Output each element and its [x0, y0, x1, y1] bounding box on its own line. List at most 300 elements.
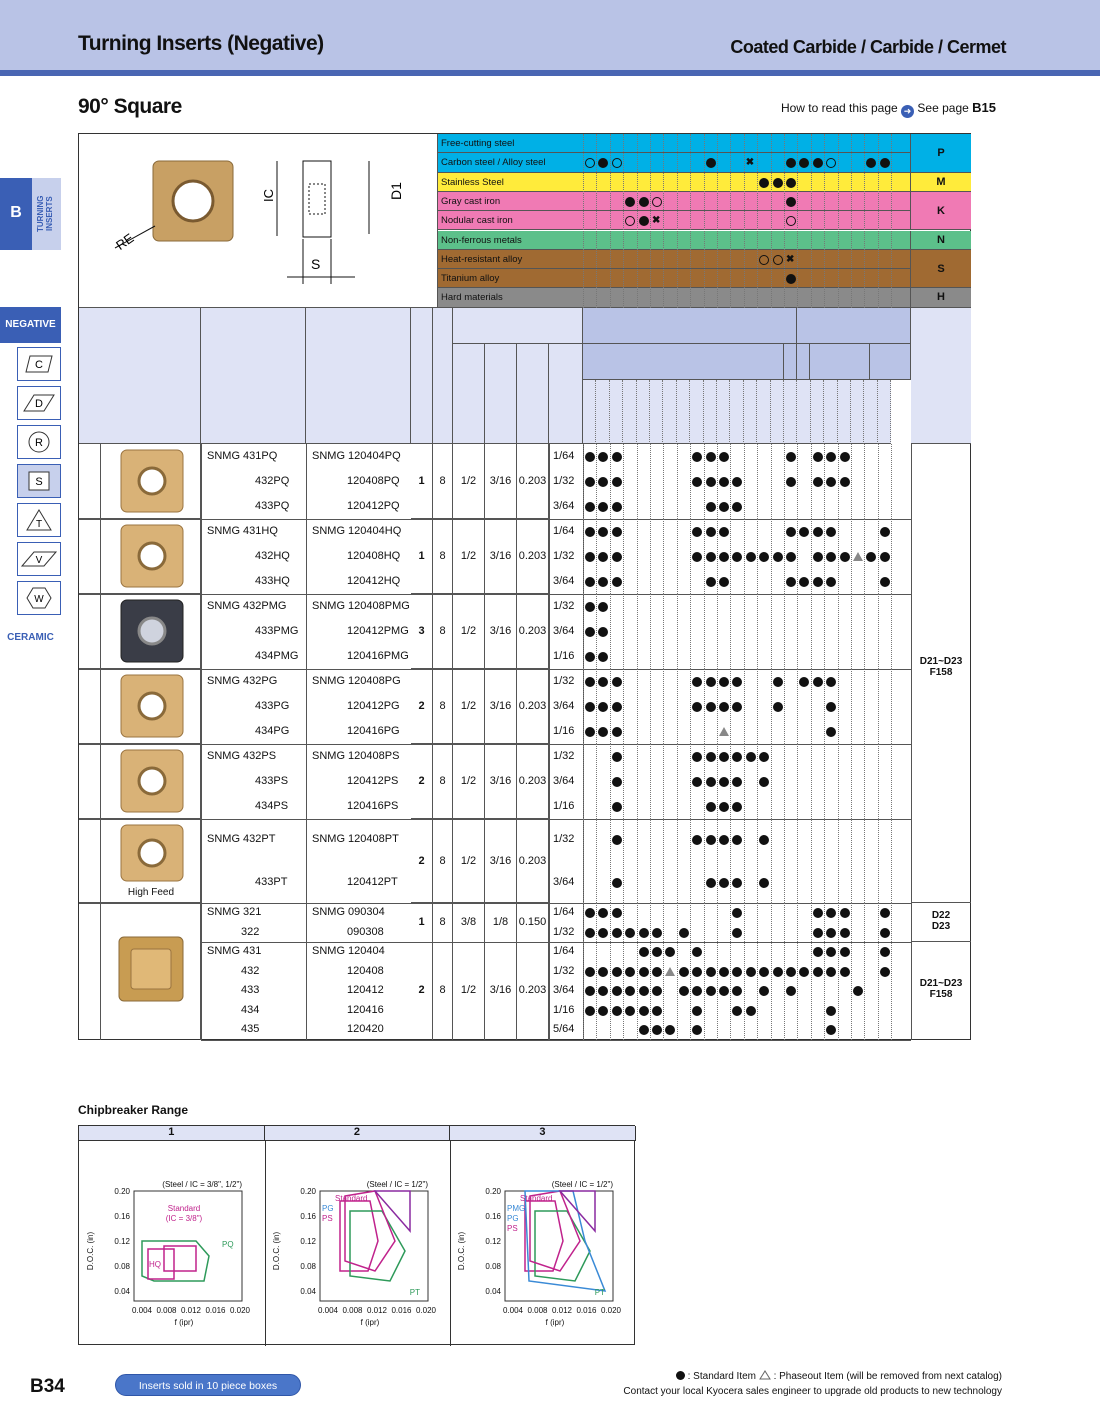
y-axis-label: D.O.C. (in) [457, 1231, 467, 1271]
grid-line [690, 444, 691, 519]
grid-line [811, 669, 812, 744]
x-tick: 0.004 [503, 1306, 524, 1315]
x-tick: 0.004 [317, 1306, 338, 1315]
material-row-6: Heat-resistant alloy [438, 250, 910, 269]
grid-line [650, 444, 651, 519]
svg-text:C: C [35, 359, 43, 371]
grid-line [757, 134, 758, 308]
col-line [201, 819, 202, 903]
grid-line [717, 669, 718, 744]
grid-line [596, 519, 597, 594]
grid-line [891, 819, 892, 903]
standard-dot-icon [826, 527, 836, 537]
section-title: 90° Square [78, 95, 182, 118]
x-tick: 0.020 [601, 1306, 622, 1315]
grid-line [717, 519, 718, 594]
cvd-header [583, 344, 784, 380]
standard-dot-icon [840, 477, 850, 487]
cell-ic: 1/2 [453, 744, 485, 819]
standard-dot-icon [786, 967, 796, 977]
standard-dot-icon [585, 702, 595, 712]
chipbreaker-charts [78, 1125, 635, 1345]
grade-ca4505 [663, 380, 676, 444]
re-value: 1/64 [553, 525, 575, 537]
standard-dot-icon [732, 878, 742, 888]
standard-dot-icon [880, 577, 890, 587]
insert-image [101, 594, 201, 669]
label-standard: Standard [334, 1194, 368, 1203]
standard-dot-icon [732, 802, 742, 812]
part-number-ansi-header [201, 308, 306, 444]
standard-dot-icon [813, 947, 823, 957]
contact-note: Contact your local Kyocera sales engineer to upgrade old products to new technology [623, 1386, 1002, 1397]
shape-tab-c[interactable] [17, 347, 61, 381]
ansi-part-number: 433HQ [255, 575, 290, 587]
standard-dot-icon [679, 986, 689, 996]
toolholder-header [911, 308, 971, 444]
open-circle-icon [652, 197, 662, 207]
grid-line [771, 444, 772, 519]
standard-dot-icon [732, 477, 742, 487]
cell-cb: 3 [411, 594, 433, 669]
cell-cb: 2 [411, 744, 433, 819]
standard-dot-icon [759, 552, 769, 562]
grid-line [596, 444, 597, 519]
standard-dot-icon [719, 878, 729, 888]
insert-photo [101, 444, 201, 519]
grid-line [864, 819, 865, 903]
chipbreaker-panel-1: 1 [79, 1126, 265, 1141]
cell-s: 3/16 [485, 669, 517, 744]
iso-part-number: 120408 [347, 964, 384, 977]
section-tab-b[interactable]: B [0, 178, 32, 250]
grid-line [878, 744, 879, 819]
y-axis-label: D.O.C. (in) [271, 1231, 281, 1271]
grid-line [730, 819, 731, 903]
grid-line [677, 669, 678, 744]
standard-dot-icon [706, 878, 716, 888]
grid-line [811, 134, 812, 308]
grid-line [596, 134, 597, 308]
dim-re-header [549, 344, 583, 444]
standard-dot-icon [826, 702, 836, 712]
standard-dot-icon [706, 752, 716, 762]
standard-dot-icon [719, 552, 729, 562]
grid-line [730, 134, 731, 308]
grid-line [583, 594, 584, 669]
cermet-header [797, 308, 911, 344]
iso-part-number: 120416PG [347, 725, 400, 737]
standard-dot-icon [826, 928, 836, 938]
re-value: 1/16 [553, 1003, 575, 1016]
y-tick: 0.20 [114, 1187, 130, 1196]
re-value: 5/64 [553, 1023, 575, 1035]
grid-line [891, 744, 892, 819]
howto-page: B15 [972, 100, 996, 115]
phaseout-triangle-icon [665, 967, 675, 976]
ansi-part-number: 432HQ [255, 550, 290, 562]
iso-part-number: 120412HQ [347, 575, 401, 587]
ansi-part-number: 433PQ [255, 500, 290, 512]
standard-dot-icon [840, 967, 850, 977]
insert-table [78, 133, 971, 1040]
y-tick: 0.08 [114, 1262, 130, 1271]
insert-photo [101, 903, 201, 1040]
standard-dot-icon [585, 967, 595, 977]
grid-line [663, 134, 664, 308]
grade-ca310 [623, 380, 636, 444]
grid-line [824, 519, 825, 594]
re-value: 1/32 [553, 964, 575, 977]
standard-dot-icon [719, 752, 729, 762]
grid-line [838, 669, 839, 744]
header-right-title: Coated Carbide / Carbide / Cermet [730, 37, 1006, 57]
standard-dot-icon [786, 527, 796, 537]
label-pg: PG [321, 1204, 334, 1213]
standard-dot-icon [732, 986, 742, 996]
standard-dot-icon [639, 197, 649, 207]
standard-dot-icon [598, 652, 608, 662]
dimensions-header [453, 308, 583, 344]
re-value: 3/64 [553, 625, 575, 637]
col-line [306, 669, 307, 744]
cell-s: 3/16 [485, 744, 517, 819]
grid-line [637, 594, 638, 669]
insert-image [101, 903, 201, 1040]
standard-dot-icon [612, 928, 622, 938]
grid-line [851, 744, 852, 819]
insert-photo [101, 744, 201, 819]
grid-line [878, 669, 879, 744]
iso-part-number: SNMG 120404 [312, 945, 385, 957]
standard-dot-icon [732, 677, 742, 687]
iso-part-number: SNMG 120408PMG [312, 600, 410, 612]
standard-dot-icon [665, 1025, 675, 1035]
cell-d1: 0.203 [517, 819, 549, 903]
standard-dot-icon [692, 677, 702, 687]
grid-line [864, 444, 865, 519]
cell-edges: 8 [433, 903, 453, 942]
standard-dot-icon [826, 908, 836, 918]
grade-ca6525 [757, 380, 770, 444]
y-tick: 0.12 [300, 1237, 316, 1246]
standard-dot-icon [880, 527, 890, 537]
grid-line [784, 134, 785, 308]
standard-dot-icon [612, 1006, 622, 1016]
re-value: 3/64 [553, 775, 575, 787]
standard-dot-icon [719, 702, 729, 712]
grid-line [677, 594, 678, 669]
ansi-part-number: SNMG 432PT [207, 833, 276, 845]
iso-part-number: 090308 [347, 925, 384, 938]
standard-dot-icon [880, 552, 890, 562]
how-to-read-link[interactable] [781, 100, 996, 118]
grid-line [610, 134, 611, 308]
re-value: 1/32 [553, 550, 575, 562]
standard-dot-icon [773, 702, 783, 712]
standard-dot-icon [612, 908, 622, 918]
standard-dot-icon [706, 477, 716, 487]
grid-line [690, 669, 691, 744]
iso-part-number: 120416PMG [347, 650, 409, 662]
shape-tab-w[interactable] [17, 581, 61, 615]
grid-line [663, 444, 664, 519]
grid-line [637, 903, 638, 1040]
panel-note: (Steel / IC = 1/2") [551, 1180, 614, 1189]
standard-dot-icon [585, 602, 595, 612]
standard-dot-icon [759, 986, 769, 996]
material-code-p: P [910, 134, 971, 173]
cross-icon: ✖ [652, 215, 661, 227]
standard-dot-icon [786, 577, 796, 587]
grid-line [838, 819, 839, 903]
standard-dot-icon [732, 502, 742, 512]
cell-s: 3/16 [485, 594, 517, 669]
standard-dot-icon [880, 947, 890, 957]
grid-line [824, 903, 825, 1040]
grade-ca125p [596, 380, 609, 444]
standard-dot-icon [719, 502, 729, 512]
standard-dot-icon [585, 727, 595, 737]
grid-line [797, 819, 798, 903]
re-value: 1/64 [553, 906, 575, 918]
standard-dot-icon [719, 477, 729, 487]
re-value: 1/32 [553, 475, 575, 487]
ansi-part-number: 433PG [255, 700, 290, 712]
cell-d1: 0.203 [517, 942, 549, 1040]
cell-ic: 1/2 [453, 519, 485, 594]
standard-dot-icon [773, 967, 783, 977]
standard-dot-icon [826, 577, 836, 587]
grid-line [838, 744, 839, 819]
grid-line [864, 134, 865, 308]
standard-dot-icon [826, 677, 836, 687]
cell-cb: 2 [411, 942, 433, 1040]
grid-line [730, 594, 731, 669]
standard-dot-icon [679, 967, 689, 977]
ansi-part-number: SNMG 431PQ [207, 450, 278, 462]
negative-tab[interactable]: NEGATIVE [0, 307, 61, 343]
col-line [201, 444, 202, 519]
range-label [79, 669, 101, 744]
ansi-part-number: SNMG 432PMG [207, 600, 287, 612]
shape-tab-t[interactable] [17, 503, 61, 537]
standard-dot-icon [679, 928, 689, 938]
grid-line [811, 519, 812, 594]
grid-line [704, 819, 705, 903]
grade-pv730 [824, 380, 837, 444]
svg-text:V: V [35, 555, 43, 566]
standard-dot-icon [719, 986, 729, 996]
standard-dot-icon [732, 908, 742, 918]
ceramic-tab[interactable]: CERAMIC [7, 632, 54, 643]
grid-line [784, 669, 785, 744]
x-tick: 0.020 [415, 1306, 436, 1315]
standard-dot-icon [880, 967, 890, 977]
standard-dot-icon [826, 947, 836, 957]
grid-line [784, 744, 785, 819]
standard-dot-icon [813, 527, 823, 537]
page-header [0, 0, 1100, 72]
standard-dot-icon [799, 967, 809, 977]
grid-line [891, 903, 892, 1040]
grid-line [610, 903, 611, 1040]
standard-dot-icon [585, 627, 595, 637]
iso-part-number: 120408HQ [347, 550, 401, 562]
standard-dot-icon [692, 1006, 702, 1016]
grade-ca525 [717, 380, 730, 444]
cell-edges: 8 [433, 819, 453, 903]
grade-pr1535 [771, 380, 784, 444]
shape-tab-v[interactable] [17, 542, 61, 576]
iso-part-number: 120412PT [347, 876, 398, 888]
grade-ca315 [637, 380, 650, 444]
standard-dot-icon [612, 777, 622, 787]
y-tick: 0.12 [485, 1237, 502, 1246]
shape-tab-d[interactable] [17, 386, 61, 420]
grade-ca320 [650, 380, 663, 444]
grid-line [824, 594, 825, 669]
grid-line [623, 669, 624, 744]
ansi-part-number: 432 [241, 964, 260, 977]
grid-line [878, 903, 879, 1040]
grid-line [730, 444, 731, 519]
standard-dot-icon [706, 777, 716, 787]
grid-line [851, 669, 852, 744]
standard-dot-icon [639, 216, 649, 226]
iso-part-number: SNMG 120404PQ [312, 450, 401, 462]
grid-line [811, 903, 812, 1040]
shape-tab-r[interactable] [17, 425, 61, 459]
standard-dot-icon [598, 552, 608, 562]
grid-line [851, 519, 852, 594]
iso-part-number: 120416 [347, 1003, 384, 1016]
grid-line [717, 744, 718, 819]
x-tick: 0.012 [180, 1306, 202, 1315]
standard-dot-icon [759, 878, 769, 888]
material-code-m: M [910, 173, 971, 192]
plot-frame [320, 1191, 428, 1301]
cell-d1: 0.203 [517, 594, 549, 669]
standard-dot-icon [786, 986, 796, 996]
col-line [306, 903, 307, 1040]
ansi-part-number: SNMG 432PG [207, 675, 278, 687]
box-note-button[interactable]: Inserts sold in 10 piece boxes [115, 1374, 301, 1396]
shape-tab-s[interactable] [17, 464, 61, 498]
d1-label: D1 [388, 182, 404, 200]
standard-dot-icon [759, 967, 769, 977]
cell-edges: 8 [433, 669, 453, 744]
standard-dot-icon [880, 908, 890, 918]
col-line [306, 519, 307, 594]
standard-dot-icon [732, 1006, 742, 1016]
standard-dot-icon [826, 1025, 836, 1035]
y-tick: 0.16 [114, 1212, 130, 1221]
grid-line [610, 444, 611, 519]
ansi-part-number: 433PS [255, 775, 289, 787]
legend-standard: : Standard Item [687, 1371, 756, 1382]
re-value: 3/64 [553, 700, 575, 712]
re-value: 3/64 [553, 984, 575, 996]
cell-cb: 1 [411, 444, 433, 519]
standard-dot-icon [652, 1025, 662, 1035]
material-row-1: Carbon steel / Alloy steel [438, 153, 910, 172]
grid-line [851, 594, 852, 669]
grid-line [650, 903, 651, 1040]
col-line [201, 903, 202, 1040]
y-tick: 0.20 [300, 1187, 316, 1196]
standard-dot-icon [692, 452, 702, 462]
grid-line [583, 134, 584, 308]
chipbreaker-chart [265, 1141, 451, 1346]
standard-dot-icon [665, 947, 675, 957]
standard-dot-icon [799, 677, 809, 687]
standard-dot-icon [598, 477, 608, 487]
grid-line [878, 444, 879, 519]
standard-dot-icon [826, 552, 836, 562]
material-code-k: K [910, 192, 971, 231]
x-tick: 0.016 [576, 1306, 597, 1315]
iso-part-number: 120412 [347, 984, 384, 996]
standard-dot-icon [652, 947, 662, 957]
insert-image [101, 669, 201, 744]
re-value: 1/32 [553, 750, 575, 762]
open-circle-icon [759, 255, 769, 265]
grid-line [704, 744, 705, 819]
standard-dot-icon [625, 986, 635, 996]
grid-line [690, 134, 691, 308]
open-circle-icon [773, 255, 783, 265]
x-tick: 0.004 [131, 1306, 153, 1315]
ansi-part-number: 433PMG [255, 625, 299, 637]
grid-line [824, 134, 825, 308]
svg-text:D: D [35, 398, 43, 410]
material-row-0: Free-cutting steel [438, 134, 910, 153]
grid-line [838, 444, 839, 519]
standard-dot-icon [598, 577, 608, 587]
grid-line [623, 519, 624, 594]
standard-dot-icon [813, 552, 823, 562]
grid-line [878, 819, 879, 903]
grid-line [771, 519, 772, 594]
grade-ca4515 [677, 380, 690, 444]
standard-dot-icon [598, 452, 608, 462]
toolholder-main: D21~D23 F158 [911, 444, 971, 903]
standard-dot-icon [706, 677, 716, 687]
grid-line [690, 594, 691, 669]
x-tick: 0.016 [205, 1306, 226, 1315]
grid-line [744, 903, 745, 1040]
grade-ca115p [583, 380, 596, 444]
standard-dot-icon [826, 967, 836, 977]
iso-part-number: 120420 [347, 1023, 384, 1035]
grid-line [824, 819, 825, 903]
grid-line [677, 134, 678, 308]
turning-inserts-tab[interactable]: TURNING INSERTS [32, 178, 61, 250]
grid-line [744, 594, 745, 669]
part-number-iso-header [306, 308, 411, 444]
grid-line [851, 134, 852, 308]
standard-dot-icon [639, 928, 649, 938]
page-title: Turning Inserts (Negative) [78, 32, 324, 55]
grid-line [650, 744, 651, 819]
standard-dot-icon [598, 527, 608, 537]
grid-line [623, 744, 624, 819]
dim-d1-header [517, 344, 549, 444]
standard-dot-icon [866, 552, 876, 562]
standard-dot-icon [585, 527, 595, 537]
cell-ic: 3/8 [453, 903, 485, 942]
